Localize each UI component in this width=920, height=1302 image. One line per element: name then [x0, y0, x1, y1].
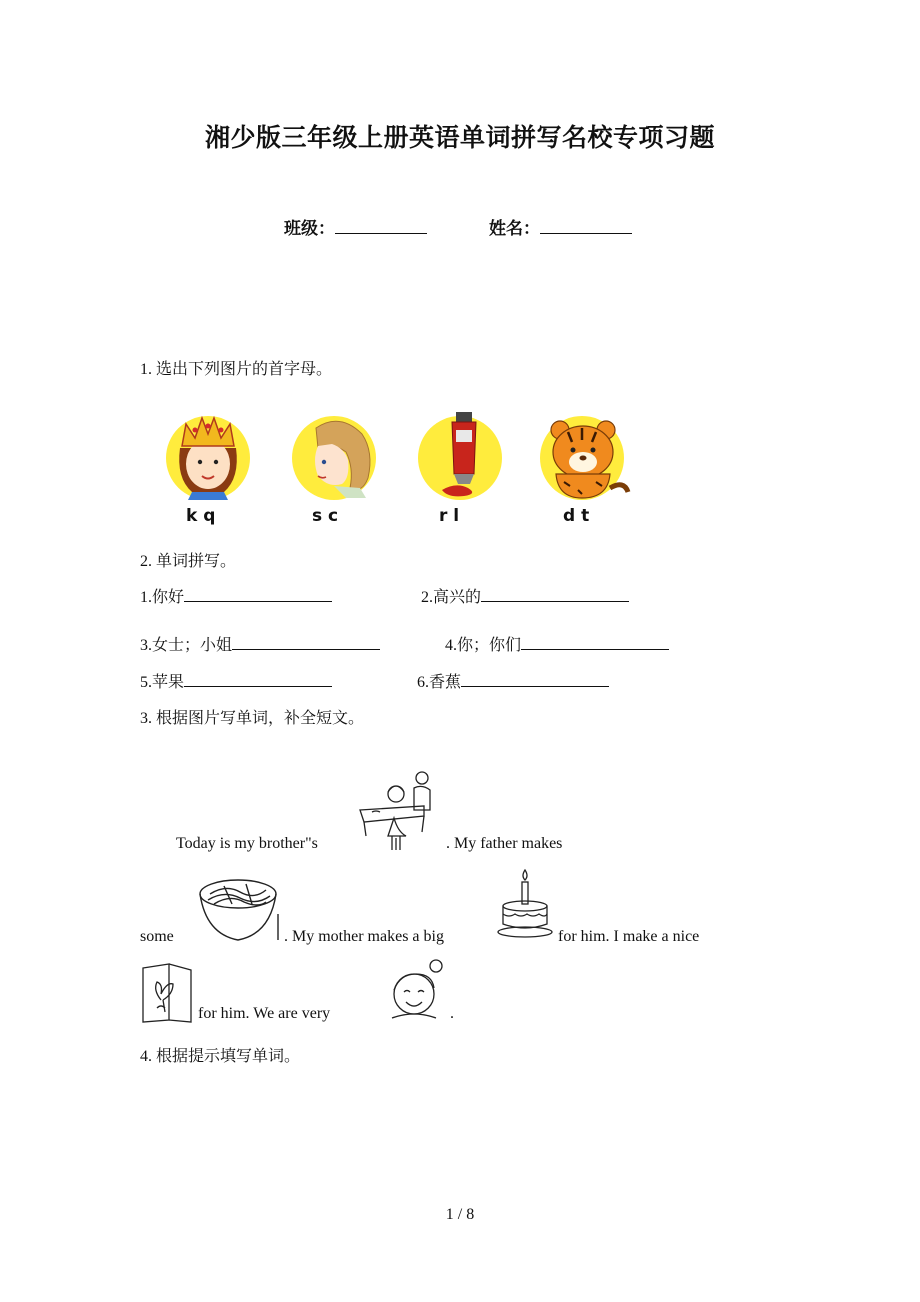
queen-icon: [162, 408, 254, 500]
passage-text-7: .: [450, 1005, 454, 1022]
passage-text-1: Today is my brother"s: [176, 835, 318, 852]
spelling-item-label: 4.你；你们: [445, 637, 522, 654]
question-1-heading: 1. 选出下列图片的首字母。: [140, 361, 333, 378]
spelling-item-label: 6.香蕉: [417, 674, 462, 691]
spelling-item-label: 5.苹果: [140, 674, 185, 691]
question-2-heading: 2. 单词拼写。: [140, 553, 237, 570]
noodles-bowl-icon: [196, 874, 286, 946]
q1-options-4: d t: [563, 506, 590, 526]
passage-text-3: some: [140, 928, 174, 945]
question-4-heading: 4. 根据提示填写单词。: [140, 1048, 301, 1065]
tiger-icon: [538, 408, 638, 500]
birthday-cake-icon: [497, 866, 555, 940]
name-label: 姓名：: [489, 219, 540, 238]
class-blank[interactable]: [335, 217, 427, 234]
name-field: [489, 214, 632, 239]
answer-blank[interactable]: [461, 670, 609, 687]
spelling-item-label: 2.高兴的: [421, 589, 482, 606]
birthday-party-icon: [358, 766, 440, 852]
answer-blank[interactable]: [184, 585, 332, 602]
name-blank[interactable]: [540, 217, 632, 234]
happy-girl-icon: [378, 956, 448, 1022]
spelling-item-5: [140, 669, 332, 692]
answer-blank[interactable]: [232, 633, 380, 650]
passage-text-2: . My father makes: [446, 835, 563, 852]
spelling-item-1: [140, 584, 332, 607]
spelling-item-label: 1.你好: [140, 589, 185, 606]
answer-blank[interactable]: [184, 670, 332, 687]
red-paint-icon: [416, 408, 508, 500]
spelling-item-6: [417, 669, 609, 692]
spelling-item-4: [445, 632, 669, 655]
q1-options-1: k q: [186, 506, 216, 526]
answer-blank[interactable]: [481, 585, 629, 602]
page-title: 湘少版三年级上册英语单词拼写名校专项习题: [204, 125, 715, 152]
answer-blank[interactable]: [521, 633, 669, 650]
spelling-item-3: [140, 632, 380, 655]
girl-icon: [288, 408, 388, 500]
passage-text-5: for him. I make a nice: [558, 928, 700, 945]
q1-options-3: r l: [439, 506, 460, 526]
passage-text-4: . My mother makes a big: [284, 928, 444, 945]
q1-options-2: s c: [312, 506, 339, 526]
question-3-heading: 3. 根据图片写单词，补全短文。: [140, 710, 365, 727]
passage-text-6: for him. We are very: [198, 1005, 331, 1022]
class-label: 班级：: [284, 219, 335, 238]
page-number: 1 / 8: [445, 1206, 475, 1223]
class-field: [284, 214, 427, 239]
greeting-card-icon: [139, 960, 195, 1024]
spelling-item-label: 3.女士；小姐: [140, 637, 233, 654]
spelling-item-2: [421, 584, 629, 607]
